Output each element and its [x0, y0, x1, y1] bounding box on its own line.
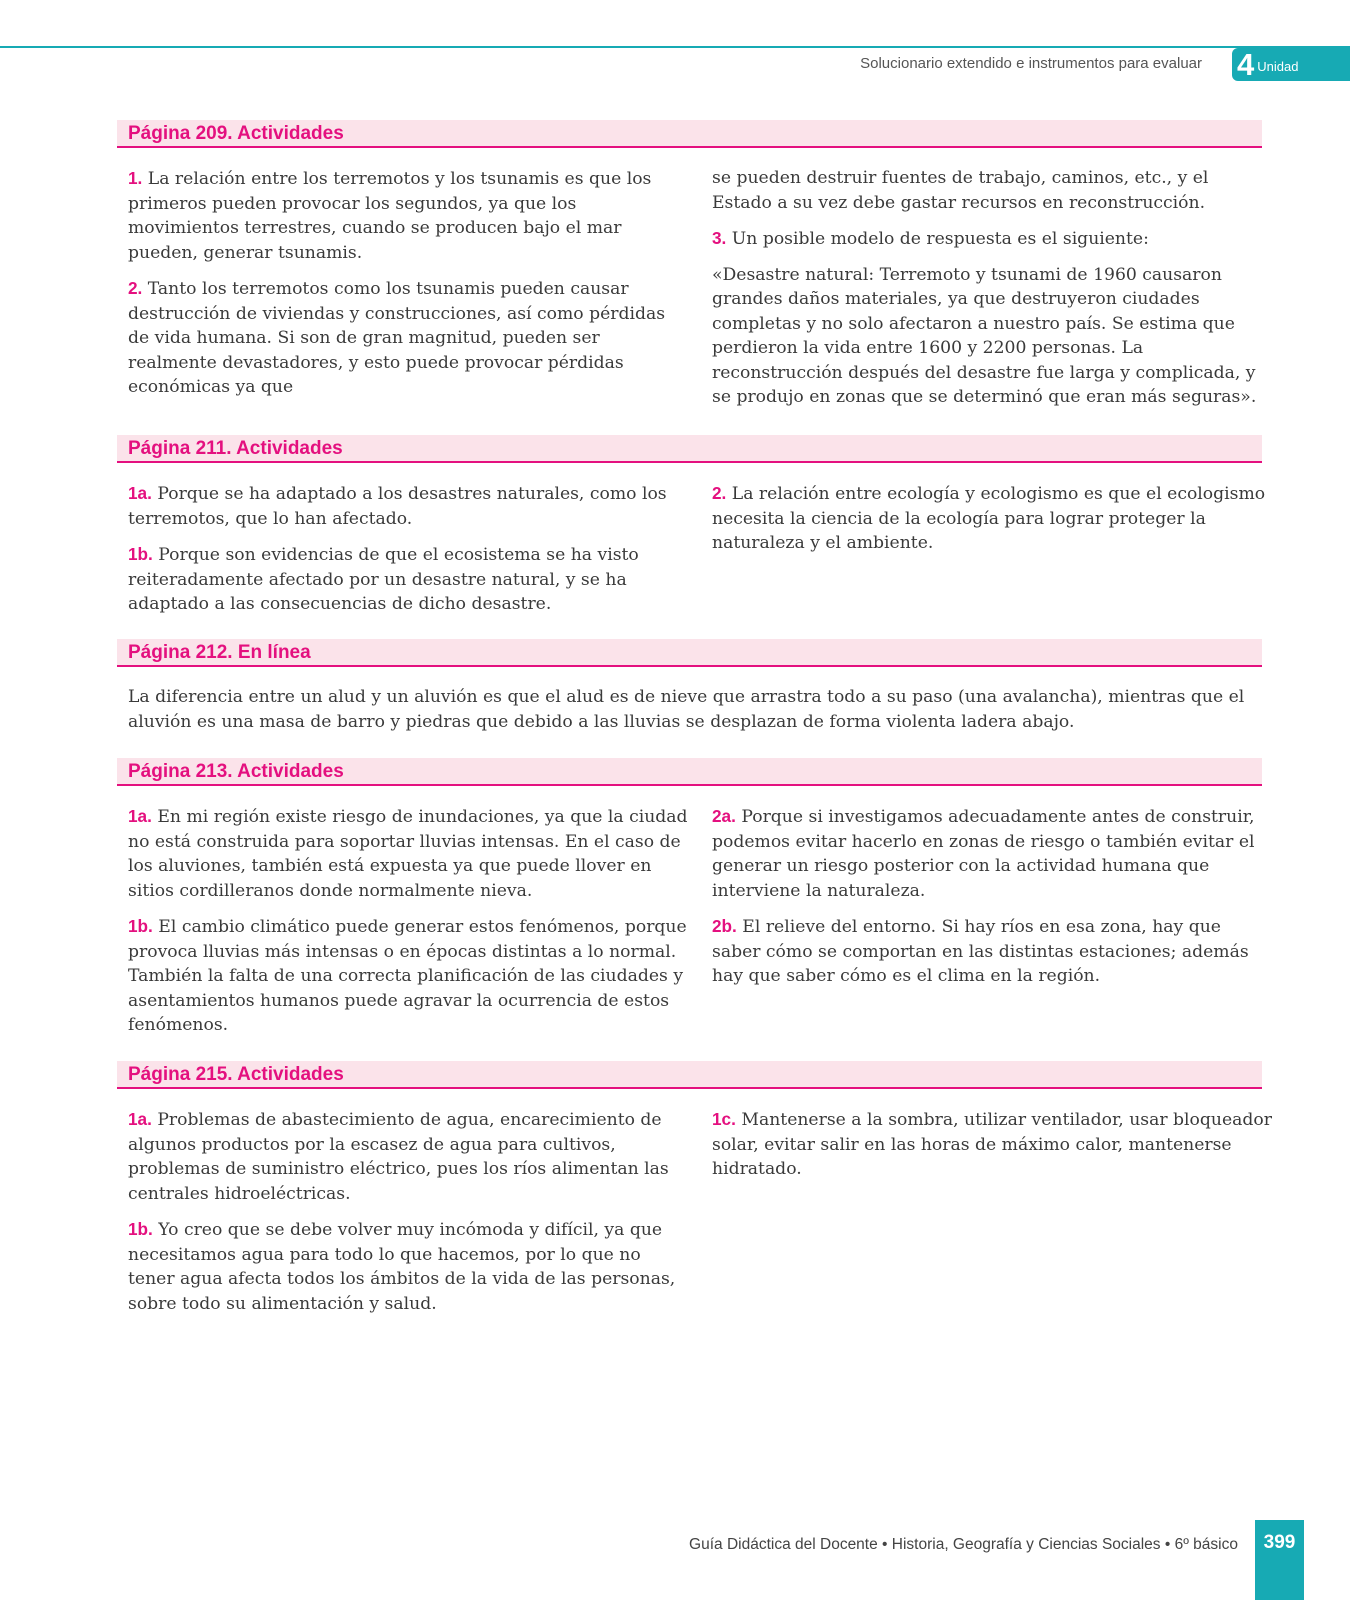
- answer-text: Tanto los terremotos como los tsunamis pueden causar destrucción de viviendas y construcciones, así como pérdidas de vida humana. Si son de gran magnitud, pueden ser realmente devastadores, y esto puede provocar pérdidas económicas ya que: [128, 279, 666, 397]
- answer-item: [712, 226, 1272, 252]
- section-header-211: [117, 435, 1262, 463]
- answer-text: Problemas de abastecimiento de agua, encarecimiento de algunos productos por la escasez de agua para cultivos, problemas de suministro eléctrico, pues los ríos alimentan las centrales hidroeléctricas.: [128, 1110, 669, 1204]
- answer-item: [712, 263, 1272, 410]
- answer-text: «Desastre natural: Terremoto y tsunami de 1960 causaron grandes daños materiales, ya que destruyeron ciudades completas y no solo afectaron a nuestro país. Se estima que perdieron la vida entre 1600 y 2200 personas. La reconstrucción después del desastre fue larga y complicada, y se produjo en zonas que se determinó que eran más seguras».: [712, 264, 1257, 407]
- section-title: Página 213. Actividades: [128, 761, 344, 782]
- answer-number: 2b.: [712, 916, 737, 936]
- unit-tab: [1232, 48, 1350, 81]
- answer-text: Porque si investigamos adecuadamente antes de construir, podemos evitar hacerlo en zonas de riesgo o también evitar el generar un riesgo posterior con la actividad humana que interviene la naturaleza.: [712, 807, 1255, 901]
- answer-text: Mantenerse a la sombra, utilizar ventilador, usar bloqueador solar, evitar salir en las horas de máximo calor, mantenerse hidratado.: [712, 1110, 1272, 1179]
- section-209-right: [712, 166, 1272, 421]
- answer-number: 1b.: [128, 916, 153, 936]
- section-header-212: [117, 639, 1262, 667]
- answer-number: 2.: [712, 483, 727, 503]
- section-header-215: [117, 1061, 1262, 1089]
- answer-number: 1b.: [128, 1219, 153, 1239]
- answer-text: La diferencia entre un alud y un aluvión es que el alud es de nieve que arrastra todo a su paso (una avalancha), mientras que el aluvión es una masa de barro y piedras que debido a las lluvias se desplazan de forma violenta ladera abajo.: [128, 687, 1245, 732]
- section-title: Página 211. Actividades: [128, 438, 343, 459]
- header-rule: [0, 46, 1350, 48]
- answer-item: [712, 166, 1272, 215]
- answer-item: [128, 166, 688, 265]
- answer-text: En mi región existe riesgo de inundaciones, ya que la ciudad no está construida para soportar lluvias intensas. En el caso de los aluviones, también está expuesta ya que puede llover en sitios cordilleranos donde normalmente nieva.: [128, 807, 688, 901]
- section-title: Página 209. Actividades: [128, 123, 344, 144]
- footer-text: Guía Didáctica del Docente • Historia, Geografía y Ciencias Sociales • 6º básico: [689, 1536, 1238, 1553]
- answer-item: [712, 481, 1272, 556]
- unit-number: 4: [1237, 47, 1255, 82]
- answer-text: Un posible modelo de respuesta es el siguiente:: [726, 229, 1149, 249]
- answer-text: Yo creo que se debe volver muy incómoda y difícil, ya que necesitamos agua para todo lo que hacemos, por lo que no tener agua afecta todos los ámbitos de la vida de las personas, sobre todo su alimentación y salud.: [128, 1220, 676, 1314]
- answer-number: 1a.: [128, 806, 152, 826]
- answer-item: [712, 914, 1272, 989]
- answer-item: [128, 804, 688, 903]
- unit-label: Unidad: [1257, 59, 1299, 74]
- page-number: 399: [1255, 1520, 1304, 1600]
- section-212-body: [128, 685, 1268, 745]
- answer-item: [128, 1217, 688, 1316]
- answer-text: se pueden destruir fuentes de trabajo, caminos, etc., y el Estado a su vez debe gastar recursos en reconstrucción.: [712, 168, 1209, 213]
- answer-number: 2.: [128, 278, 143, 298]
- answer-number: 1c.: [712, 1109, 736, 1129]
- answer-number: 1.: [128, 168, 143, 188]
- answer-number: 1b.: [128, 544, 153, 564]
- answer-text: Porque se ha adaptado a los desastres naturales, como los terremotos, que lo han afectado.: [128, 484, 667, 529]
- answer-item: [128, 276, 688, 400]
- answer-number: 1a.: [128, 1109, 152, 1129]
- answer-number: 1a.: [128, 483, 152, 503]
- answer-text: La relación entre los terremotos y los tsunamis es que los primeros pueden provocar los segundos, ya que los movimientos terrestres, cuando se producen bajo el mar pueden, generar tsunamis.: [128, 169, 652, 263]
- answer-text: La relación entre ecología y ecologismo es que el ecologismo necesita la ciencia de la ecología para lograr proteger la naturaleza y el ambiente.: [712, 484, 1266, 553]
- answer-item: [712, 804, 1272, 903]
- answer-item: [712, 1107, 1272, 1182]
- answer-text: El relieve del entorno. Si hay ríos en esa zona, hay que saber cómo se comportan en las distintas estaciones; además hay que saber cómo es el clima en la región.: [712, 917, 1249, 986]
- answer-number: 3.: [712, 228, 727, 248]
- section-215-right: [712, 1107, 1272, 1193]
- answer-text: Porque son evidencias de que el ecosistema se ha visto reiteradamente afectado por un desastre natural, y se ha adaptado a las consecuencias de dicho desastre.: [128, 545, 639, 614]
- running-header: Solucionario extendido e instrumentos para evaluar: [860, 55, 1202, 72]
- section-header-209: [117, 120, 1262, 148]
- answer-item: [128, 542, 688, 617]
- answer-text: El cambio climático puede generar estos fenómenos, porque provoca lluvias más intensas o en épocas distintas a lo normal. También la falta de una correcta planificación de las ciudades y asentamientos humanos puede agravar la ocurrencia de estos fenómenos.: [128, 917, 687, 1035]
- answer-item: [128, 481, 688, 531]
- answer-item: [128, 1107, 688, 1206]
- section-211-right: [712, 481, 1272, 567]
- section-title: Página 215. Actividades: [128, 1064, 344, 1085]
- section-header-213: [117, 758, 1262, 786]
- section-215-left: [128, 1107, 688, 1327]
- section-title: Página 212. En línea: [128, 642, 311, 663]
- section-209-left: [128, 166, 688, 411]
- answer-item: [128, 914, 688, 1038]
- section-211-left: [128, 481, 688, 628]
- section-213-right: [712, 804, 1272, 1000]
- answer-number: 2a.: [712, 806, 736, 826]
- section-213-left: [128, 804, 688, 1049]
